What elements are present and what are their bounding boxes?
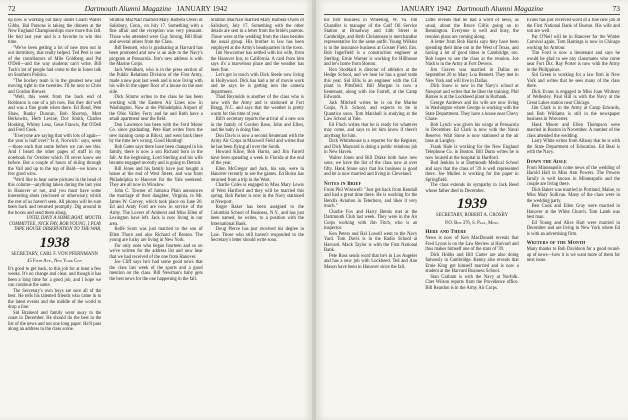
right-column-3	[527, 18, 620, 416]
left-head-rule	[8, 14, 304, 15]
paragraph: Ed Young and Alice Hart were married in December and are living in New York where Ed is with an advertising firm.	[526, 220, 620, 237]
paragraph: Thad Reynolds is another of the class who is now with the Army and is stationed at Fort Bragg, N.C. and says that the weather is pretty warm for this time of year.	[210, 95, 304, 117]
paragraph: Jack Wendham, who is in the press section of the Public Relations Division of the First Army, made a new post last week and is now living with his wife in the upper floor of a house on the east side.	[109, 67, 203, 95]
right-columns	[324, 18, 620, 416]
paragraph: Jim Newcomer has settled with his wife, from the Hanover Inn, to California. A card from him says it's a marvelous place and the weather has been fine.	[210, 51, 304, 73]
right-running-head	[324, 4, 620, 14]
paragraph: Ken Peters and Hal Lowell went to the Navy Yard. Tom Davis is in the Radio School at Harvard. Mack Taylor is with the First National Bank.	[324, 231, 418, 253]
paragraph: Roger Baker has been assigned to the Columbia School of Business, N.Y., and has just been named, he writes, to a position with the International Bank.	[210, 205, 304, 227]
paragraph: "We'd like to hear some pictures in the head of this column—anything taken during the last year in Hanover or not, and you must have some interesting shots (enclosed or otherwise); which the rest of us haven't seen. All photos will be sure been back and returned promptly. Dig around in the boxes and send them along.	[8, 177, 102, 216]
right-issue-date: JANUARY 1942	[400, 4, 452, 13]
paragraph: Charlie Coles is engaged to Miss Mary Lewis of West Hartford and they will be married this spring. Bob Parker is now in the Navy stationed at Newport.	[210, 183, 304, 205]
paragraph: Bud Jenkins is at Dartmouth Medical School and says that the class of '39 is well represented there. Joe Mullen is working for the paper in Springfield.	[425, 161, 519, 183]
paragraph: Bill Bennett, who is graduating at Harvard has been promoted and now is an aide in the Navy's program at Pensacola. Jim's new address is with the Marine Corps.	[109, 45, 203, 67]
paragraph: Ed Finch writes that he is ready for whatever may come, and says to let him know if there's anything for him.	[324, 122, 418, 139]
class-secretary-address: P.O. Box 376, S. Paul, Minn.	[445, 220, 499, 226]
sign-off: UNTIL DAVY A SOME BOAT. MOUTH COMMITTEE, NICK FAY, BOB YOUNG, I PLAY TAPE HOUSE OBSERVATION TO THE WAR.	[8, 216, 102, 232]
paragraph: Doug Pierce has just received his degree in Law. Those who still haven't responded to the Secretary's letter should write soon.	[210, 227, 304, 243]
right-magazine-title: Dartmouth Alumni Magazine	[456, 4, 544, 13]
paragraph: "The hockey team is in the greatest new and moving right in the twenties. I'll be next to Chris and Gordon Brewer.	[8, 78, 102, 95]
paragraph: Let's get in touch with Dick Steele now living in Hollywood. Dick has had a lot of movie work and he says he is getting into the camera department.	[210, 73, 304, 95]
paragraph: Hank Moore and Ellen Thompson were married in Boston in November. A number of the class attended the wedding.	[526, 122, 620, 139]
paragraph: News is now of Ken MacDonald reveals that Fred Lyons is on the Law Review at Harvard and thus makes himself one of the stars of '39.	[425, 236, 519, 252]
section-subhead-writers-of-the-month: Writers of the Month	[526, 240, 586, 246]
paragraph: Many thanks to Bob Davidson for a good round-up of news—how it is we want more of them for next issue.	[526, 247, 620, 263]
paragraph: Dick Simms writes to the class he has been working with the Eastern Air Lines now in Washington. Now at the Philadelphia Airport of the Ohio Valley Ferry and he and Ruth have a small apartment near the field.	[109, 95, 203, 122]
paragraph: Jim Clark is in the Army at Camp Edwards, and Bob Williams is still in the newspaper business in Worcester.	[526, 106, 620, 122]
paragraph: up now is working out daily under Coach Waller Gibbs. Hal Parsons is taking the dinners at the New England Championships once more this fall. He tied last year and is a favorite to win this time.	[8, 18, 102, 45]
paragraph: Stratton MacNair married Mary Barbera Owen of Salisbury, Conn., on July 17. Something with a fine affair and the reception was very pleasant. Those who attended were Guy Strong, Bill Blair and several others from the Class.	[109, 18, 203, 45]
paragraph: Sid Brainerd and family went away to the coast in December. He should do the best in the list of the news and not one long paper. He'll pass along an address to the class scene.	[8, 310, 102, 332]
paragraph: Jim Graves was married in Dallas on September 20 to Mary Lou Bennett. They met in New York and will live in Dallas.	[425, 67, 519, 84]
paragraph: Bob Gates says there have been changed in his family, there is now a son Richard born in the fall. At the beginning, Lord Sterling and his wife became engaged recently and is going to Detroit.	[109, 144, 203, 166]
paragraph: Tim Ford is now a lieutenant and says he would be glad to see any classmates who come near Fort Dix. Ray Porter is now with the Army in the Philippines.	[526, 51, 620, 73]
left-column-3	[211, 18, 304, 416]
left-running-head	[8, 4, 304, 14]
paragraph: Dick Snow is now in the Navy's school at Newport and writes that he likes the training. Phil Barnes is at the Lockheed plant in Burbank.	[425, 84, 519, 100]
paragraph: "Well, this week from the back end of Robinson is one of a job now. But they did well and was a fine grade when there. Ed Bond, Pete Shaw, Bunky Duncan, Bob Shorrop, Mort Berkowitz, Herb Levine, Doc Smith, Charles Hosking, Whitey Lenz, Gene Francis, Pat O'Dell and Fred Cook.	[8, 95, 102, 133]
paragraph: George Andrews and his wife are now living in Washington where George is working with the State Department. They have a house near Chevy Chase.	[425, 100, 519, 122]
left-page	[0, 0, 312, 420]
left-running-head-center	[8, 4, 304, 13]
paragraph: Ben Cook and Ellen Gray were married in Hanover at the White Church. Tom Lamb was best man.	[526, 204, 620, 220]
paragraph: Dick Whitehouse is a reporter for the Register, and Dick Maynard is doing a public relations job in New Haven.	[324, 139, 418, 155]
left-page-number: 72	[8, 4, 16, 13]
paragraph: Bill's secretary reports the arrival of a new son in the family of Gordon Rose, John and Ellen, and the baby is doing fine.	[210, 117, 304, 133]
paragraph: Little reveals that he had a word of news, as usual, about the Bruce Gillis going on to Bennington. Everyone is well and busy, the reunion plans are coming along.	[425, 18, 519, 40]
right-column-1	[324, 18, 417, 416]
paragraph: Howard Kline, Bob Harris, and Jim Farrell have been spending a week in Florida at the end of the year.	[210, 150, 304, 166]
paragraph: Charlie Fox and Harry Bemis met at the Dartmouth Club last week. They were in the Air Corps working with Jim Fitch, who is an inspector.	[324, 209, 418, 231]
paragraph: It's good to get back, to this job for at least a few weeks. It's no change and clear, and though it has been a long time for a good job, and I hope we can continue the same.	[8, 266, 102, 288]
paragraph: Dick Hobbs and Bill Carter are also doing famously in Cambridge. Kenny also reveals that Ernie King got himself married and is now a student at the Harvard Business School.	[425, 252, 519, 274]
paragraph: Pat O'Neil will be in Hanover for the Winter Carnival again. Tom Hastings is now in Chicago working for Armour.	[526, 34, 620, 51]
paragraph: Stan Graham is with the Navy at Norfolk. Chet Wilson reports from the Providence office. Bill Reardon is in the Army Air Corps.	[425, 274, 519, 291]
paragraph: A letter from Bob Harris says they have been spending their time out in the West of Texas, and having a lot of good times in Cambridge, too. Bob hopes to see the class at the reunion. Joe Nash is in the Army at Fort Devens.	[425, 40, 519, 67]
left-columns	[8, 18, 304, 416]
left-magazine-title: Dartmouth Alumni Magazine	[84, 4, 172, 13]
paragraph: Jack Mitchell writes he is on the Marine Corps, N.S. School, and expects to be in Quantico soon. Tom Marshall is studying at the Law School at Yale.	[324, 100, 418, 122]
right-page	[316, 0, 628, 420]
right-page-number: 73	[612, 4, 620, 13]
paragraph: Rolfe Scott was just married to the son of Ellen Thorn and also Richard of Boston. The young are lucky are living in New York.	[109, 227, 203, 243]
paragraph: The Secretary's own boys are sure all of the best. He tells his talented friends who came in to the latest events and the middle of the world to drop a line.	[8, 288, 102, 310]
paragraph: John C. Towner of Jamaica Plain announces the marriage of their daughter, Virginia, to Mr. James W. Garvey, which took place on June 20. Ed and Andy Ford are now in service of the Army. The Lovers of Amherst and Miss Ellen of Lexington have left. Jack is now living in our area.	[109, 188, 203, 227]
paragraph: "Everyone are saying that with lots of again—the year is half over? 'Is it, Norwich.' says, seem—those each that some before we can see this. And I heard the other pages of stuff in my notebook for October which I'll never know see before. But a couple of hours of skiing through the Vail and up to the top of Bald—we know a few good wins.	[8, 133, 102, 177]
paragraph: Don Lawrence has been with the Ford Motor Co. since graduating. Pete Hart writes from the new training camp at Biloxi, and went back there by the time he's wrong. Good Hunting!	[109, 122, 203, 144]
left-column-2	[109, 18, 202, 416]
paragraph: Evans has just received word of a fine new job at the First National Bank of Boston. His wife and son are well.	[526, 18, 620, 34]
paragraph: The class extends its sympathy to Jack Reed whose father died in December.	[425, 183, 519, 194]
paragraph: Stratton MacNair married Mary Barbera Owen of Salisbury, July 17. Something with the other details are sent in a letter from the bride's parents. Those were at the wedding from the class besides the usual group. His brother in law has been employed at the Army's headquarters in the town.	[210, 18, 304, 51]
paragraph: Pete Ross sends word that he's in Los Angeles and has a new job with Lockheed. Ted and Ann Mason have been in Hanover since the fall.	[324, 253, 418, 270]
class-secretary: SECRETARY, CARL F. VON PFERNMANN	[11, 251, 98, 257]
paragraph: Frank Hale is working for the New England Telephone Co. in Boston. Bill Dunn writes he is now located at the hospital in Hartford.	[425, 144, 519, 161]
section-subhead-down-the-aisle: Down the Aisle	[526, 158, 567, 165]
left-column-1	[8, 18, 101, 416]
paragraph: Ron Stoddard is director of athletics at the Hedge School, and we hear he has a good team this year. Sid Ellis is an engineer with the GE plant in Pittsfield. Bill Morgan is now a lieutenant, along with Joe Farrell, at the Camp Edwards.	[324, 67, 418, 100]
left-issue-date: JANUARY 1942	[176, 4, 228, 13]
paragraph: Don Davis is now a second lieutenant with the Army Air Corps at Maxwell Field and writes that he has been flying all over the South.	[210, 133, 304, 150]
paragraph: his first business in Wheeling, W. Va. Jim Chandler is manager of the Gulf Oil Service Station at Broadway and 34th Street in Cambridge, and Herb Christensen is merchandise representative for the same outfit. Young Wilkins is in the insurance business at Gosner Field. Ens. Bob Ingerfield is a construction engineer at Sterling. Ernie Warner is working for Hillhouse and he's home from Boston.	[324, 18, 418, 67]
paragraph: Dick Evans is engaged to Miss Joan Whitney of Wellesley. Paul Hill is with the Navy at the Great Lakes station near Chicago.	[526, 89, 620, 106]
paragraph: Larry White writes from Albany that he is with the State Department of Education. Ed Beal is with the Navy.	[526, 139, 620, 155]
paragraph: Bob Lynch was given his wings at Pensacola in December. Ed Clark is now with the Naval Reserve. Walt Stone is now stationed at the air base at Langley.	[425, 122, 519, 144]
paragraph: Bill Jones and his family have just bought a house at the end of West Street, and was from Philadelphia to Hanover for the Yale weekend. They are all now in Winslow.	[109, 166, 203, 188]
class-year-heading-1939: 1939	[456, 196, 487, 212]
class-secretary-address: 45 Fifth Ave., New York City	[27, 259, 83, 264]
paragraph: Walter Jones and Bill Drake both have new sons; we have the list of the class now at over fifty. Hank Stone says that his business is good and he is now married and living in Cleveland.	[324, 155, 418, 177]
paragraph: Dick Baker was married in Portland, Maine, to Miss Mary Sullivan. Many of the class were in the wedding party.	[526, 187, 620, 204]
paragraph: Sid Green is working for a law firm in New York and writes that he sees many of the class there.	[526, 73, 620, 89]
paragraph: For only ones who began fourteen and so on we've written for the address list and now hear that we had received of the one from Hanover.	[109, 243, 203, 260]
right-head-rule	[324, 14, 620, 15]
right-column-2	[425, 18, 518, 416]
paragraph: From Minneapolis come news of the wedding of Harold Hall to Miss Ann Powers. The Powers family is well known in Minneapolis and the couple are living there.	[526, 165, 620, 187]
paragraph: "We've been getting a lot of new men out in our dormitory, that really helped. Ted Peel is one of the contributors of Mile Goldberg and Pat O'Dell—and the way students can't write. Bill Tuck's lot of people had come to the in Jones talk on Southern Politics.	[8, 45, 102, 78]
section-subhead-here-and-there: Here and There	[425, 229, 467, 235]
paragraph: From Phil Wisewell: "Just got back from Kendall and had a great time there. He is working for the Bendix Aviation in Teterboro, and likes it very much."	[324, 187, 418, 209]
paragraph: Ellen McGregor and Jack, his son, were in Hanover recently to see the games. Ed Burns has returned from a trip in the West.	[210, 166, 304, 183]
class-year-heading-1938: 1938	[39, 234, 70, 251]
paragraph: Joe Cliff says he's had some good news that the class last week of the sports and a good mention on the class. Bill Newman's baby gets the best news for the one happening in the fall.	[109, 260, 203, 282]
class-secretary: SECRETARY, ROBERT A. CROSBY	[436, 213, 508, 218]
section-subhead-notes-in-brief: Notes in Brief	[324, 180, 362, 187]
right-running-head-center	[324, 4, 620, 13]
